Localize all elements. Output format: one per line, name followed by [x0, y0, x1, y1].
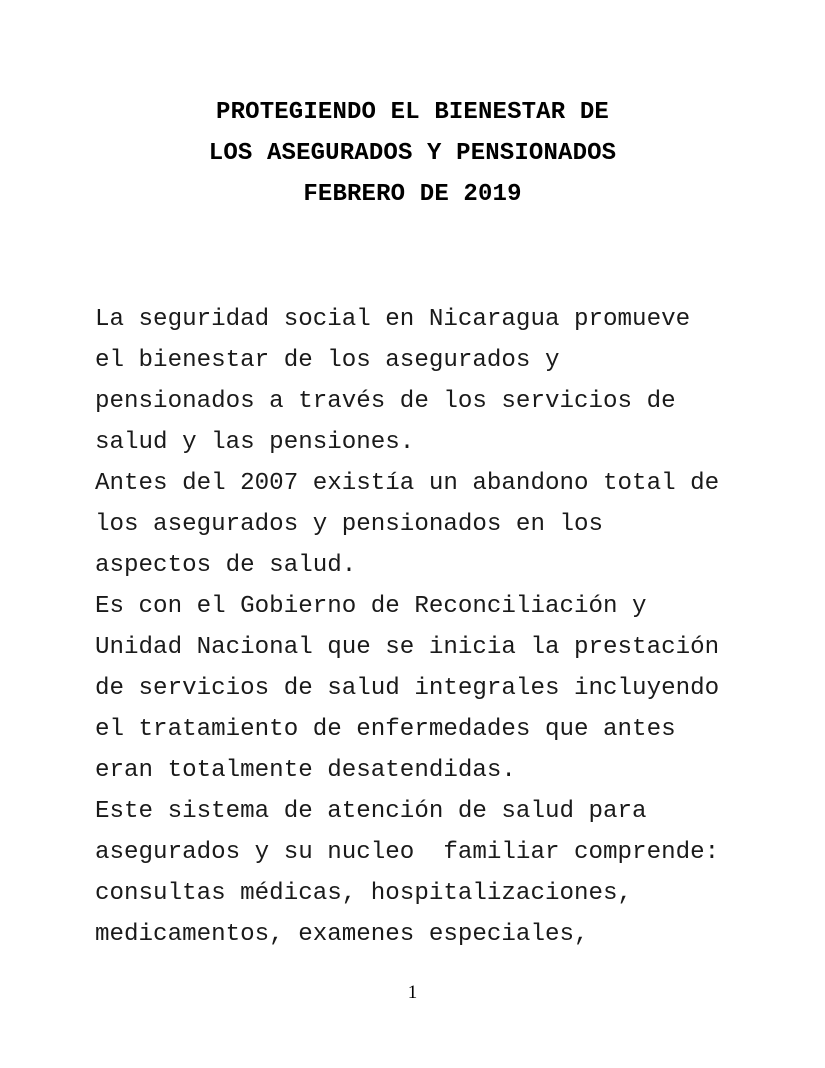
body-line: La seguridad social en Nicaragua promueve [95, 306, 691, 333]
document-title-line-1: PROTEGIENDO EL BIENESTAR DE [216, 99, 609, 126]
body-line: asegurados y su nucleo familiar comprende: [95, 839, 720, 866]
body-line: consultas médicas, hospitalizaciones, [95, 880, 633, 907]
body-line: de servicios de salud integrales incluyendo [95, 675, 720, 702]
body-line: el tratamiento de enfermedades que antes [95, 716, 676, 743]
body-line: el bienestar de los asegurados y [95, 347, 560, 374]
body-line: Este sistema de atención de salud para [95, 798, 647, 825]
document-title-line-2: LOS ASEGURADOS Y PENSIONADOS [208, 140, 617, 167]
body-line: Es con el Gobierno de Reconciliación y [95, 593, 647, 620]
body-line: los asegurados y pensionados en los [95, 511, 604, 538]
body-line: aspectos de salud. [95, 552, 357, 579]
body-line: medicamentos, examenes especiales, [95, 921, 589, 948]
document-title-line-3: FEBRERO DE 2019 [303, 181, 522, 208]
document-title-block [0, 92, 825, 215]
body-line: salud y las pensiones. [95, 429, 415, 456]
body-line: pensionados a través de los servicios de [95, 388, 676, 415]
body-line: Antes del 2007 existía un abandono total de [95, 470, 720, 497]
document-body [95, 299, 755, 955]
body-line: Unidad Nacional que se inicia la prestación [95, 634, 720, 661]
body-line: eran totalmente desatendidas. [95, 757, 516, 784]
page-number: 1 [407, 982, 418, 1003]
